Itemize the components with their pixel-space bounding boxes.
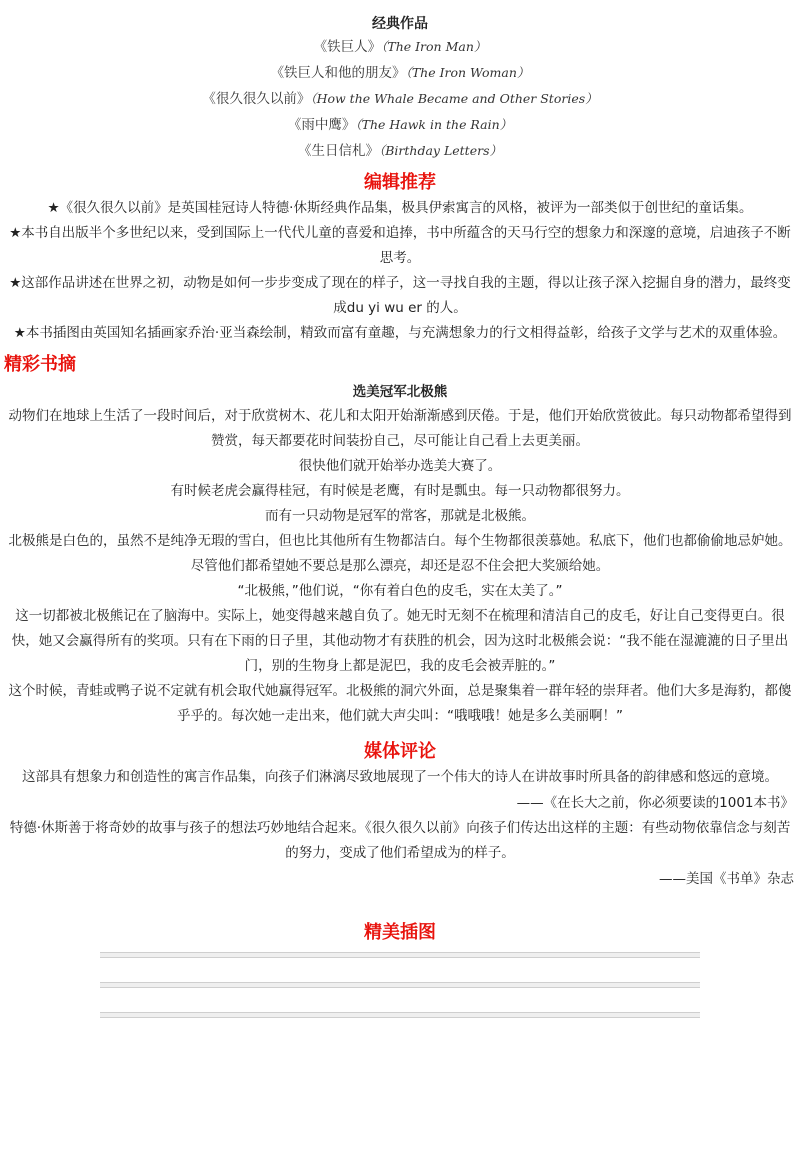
illustration-placeholder [100, 982, 700, 988]
work-en-title: （The Iron Man） [381, 39, 487, 54]
work-en-title: （How the Whale Became and Other Stories） [310, 91, 598, 106]
review-source: ——《在长大之前，你必须要读的1001本书》 [516, 795, 794, 811]
works-section [0, 14, 800, 164]
editor-item: ★本书插图由英国知名插画家乔治·亚当森绘制，精致而富有童趣，与充满想象力的行文相得益彰，给孩子文学与艺术的双重体验。 [13, 325, 787, 341]
excerpt-paragraph: 很快他们就开始举办选美大赛了。 [298, 458, 502, 474]
review-text: 这部具有想象力和创造性的寓言作品集，向孩子们淋漓尽致地展现了一个伟大的诗人在讲故事时所具备的韵律感和悠远的意境。 [22, 769, 778, 785]
editor-section [0, 170, 800, 346]
work-item [0, 112, 800, 138]
work-cn-title: 《铁巨人》 [313, 39, 382, 55]
excerpt-paragraph: 北极熊是白色的，虽然不是纯净无瑕的雪白，但也比其他所有生物都洁白。每个生物都很羡慕她。私底下，他们也都偷偷地忌妒她。尽管他们都希望她不要总是那么漂亮，却还是忍不住会把大奖颁给她。 [8, 533, 792, 574]
editor-item: ★本书自出版半个多世纪以来，受到国际上一代代儿童的喜爱和追捧，书中所蕴含的天马行空的想象力和深邃的意境，启迪孩子不断思考。 [9, 225, 791, 266]
excerpt-section [0, 352, 800, 729]
media-heading: 媒体评论 [364, 741, 436, 762]
work-cn-title: 《雨中鹰》 [287, 117, 356, 133]
excerpt-paragraph: 这一切都被北极熊记在了脑海中。实际上，她变得越来越自负了。她无时无刻不在梳理和清洁自己的皮毛，好让自己变得更白。很快，她又会赢得所有的奖项。只有在下雨的日子里，其他动物才有获胜的机会，因为这时北极熊会说：“我不能在湿漉漉的日子里出门，别的生物身上都是泥巴，我的皮毛会被弄脏的。” [11, 608, 789, 674]
illustration-placeholder [100, 1012, 700, 1018]
editor-item: ★这部作品讲述在世界之初，动物是如何一步步变成了现在的样子，这一寻找自我的主题，得以让孩子深入挖掘自身的潜力，最终变成du yi wu er 的人。 [9, 275, 791, 316]
excerpt-paragraph: 动物们在地球上生活了一段时间后，对于欣赏树木、花儿和太阳开始渐渐感到厌倦。于是，他们开始欣赏彼此。每只动物都希望得到赞赏，每天都要花时间装扮自己，尽可能让自己看上去更美丽。 [8, 408, 792, 449]
work-en-title: （The Hawk in the Rain） [355, 117, 513, 132]
illustration-placeholders [0, 952, 800, 1018]
illustrations-heading: 精美插图 [364, 922, 436, 943]
work-en-title: （Birthday Letters） [378, 143, 502, 158]
work-cn-title: 《生日信札》 [297, 143, 379, 159]
editor-heading: 编辑推荐 [364, 172, 436, 193]
works-list [0, 34, 800, 164]
excerpt-paragraph: “北极熊，”他们说，“你有着白色的皮毛，实在太美了。” [237, 583, 563, 599]
work-item [0, 86, 800, 112]
work-item [0, 138, 800, 164]
work-en-title: （The Iron Woman） [405, 65, 530, 80]
illustrations-section [0, 920, 800, 1018]
work-cn-title: 《铁巨人和他的朋友》 [270, 65, 406, 81]
review-text: 特德·休斯善于将奇妙的故事与孩子的想法巧妙地结合起来。《很久很久以前》向孩子们传达出这样的主题：有些动物依靠信念与刻苦的努力，变成了他们希望成为的样子。 [9, 820, 791, 861]
excerpt-title: 选美冠军北极熊 [352, 384, 448, 400]
excerpt-paragraph: 而有一只动物是冠军的常客，那就是北极熊。 [265, 508, 535, 524]
media-section [0, 739, 800, 892]
illustration-placeholder [100, 952, 700, 958]
work-item [0, 60, 800, 86]
work-cn-title: 《很久很久以前》 [202, 91, 311, 107]
works-title: 经典作品 [372, 16, 428, 32]
excerpt-paragraph: 这个时候，青蛙或鸭子说不定就有机会取代她赢得冠军。北极熊的洞穴外面，总是聚集着一群年轻的崇拜者。他们大多是海豹，都傻乎乎的。每次她一走出来，他们就大声尖叫：“哦哦哦！她是多么美丽啊！” [8, 683, 792, 724]
excerpt-heading: 精彩书摘 [4, 354, 76, 375]
review-source: ——美国《书单》杂志 [659, 871, 794, 887]
excerpt-paragraph: 有时候老虎会赢得桂冠，有时候是老鹰，有时是瓢虫。每一只动物都很努力。 [170, 483, 630, 499]
editor-item: ★《很久很久以前》是英国桂冠诗人特德·休斯经典作品集，极具伊索寓言的风格，被评为一部类似于创世纪的童话集。 [47, 200, 753, 216]
work-item [0, 34, 800, 60]
